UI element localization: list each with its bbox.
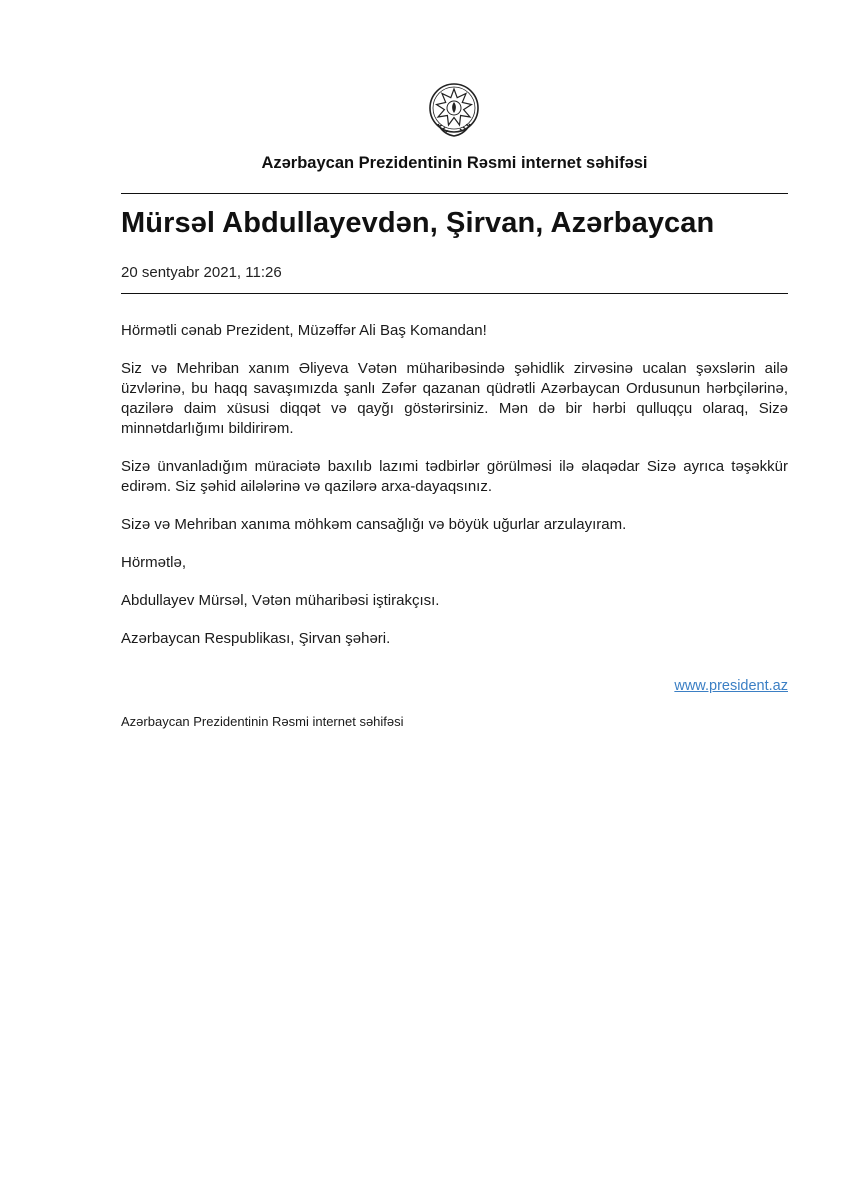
closing-paragraph: Hörmətlə, bbox=[121, 554, 187, 571]
article-body bbox=[121, 321, 788, 667]
location-paragraph: Azərbaycan Respublikası, Şirvan şəhəri. bbox=[121, 630, 391, 647]
title-divider bbox=[121, 293, 788, 294]
signature-paragraph: Abdullayev Mürsəl, Vətən müharibəsi iştirakçısı. bbox=[121, 592, 440, 609]
page-title: Mürsəl Abdullayevdən, Şirvan, Azərbaycan bbox=[121, 207, 715, 239]
body-paragraph: Siz və Mehriban xanım Əliyeva Vətən müharibəsində şəhidlik zirvəsinə ucalan şəxslərin ailə üzvlərinə, bu haqq savaşımızda şanlı Zəfər qazanan qüdrətli Azərbaycan Ordusunun hərbçilərinə, qazilərə daim xüsusi diqqət və qayğı göstərirsiniz. Mən də bir hərbi qulluqçu olaraq, Sizə minnətdarlığımı bildirirəm. bbox=[121, 360, 788, 437]
salutation-paragraph: Hörmətli cənab Prezident, Müzəffər Ali Baş Komandan! bbox=[121, 322, 487, 339]
source-link[interactable]: www.president.az bbox=[674, 678, 788, 694]
header-divider bbox=[121, 193, 788, 194]
body-paragraph: Sizə ünvanladığım müraciətə baxılıb lazımi tədbirlər görülməsi ilə əlaqədar Sizə ayrıca təşəkkür edirəm. Siz şəhid ailələrinə və qazilərə arxa-dayaqsınız. bbox=[121, 458, 788, 495]
site-title: Azərbaycan Prezidentinin Rəsmi internet səhifəsi bbox=[261, 154, 648, 172]
footer-text: Azərbaycan Prezidentinin Rəsmi internet səhifəsi bbox=[121, 714, 404, 729]
state-emblem-icon bbox=[424, 80, 484, 140]
publish-date: 20 sentyabr 2021, 11:26 bbox=[121, 264, 282, 281]
body-paragraph: Sizə və Mehriban xanıma möhkəm cansağlığı və böyük uğurlar arzulayıram. bbox=[121, 516, 627, 533]
